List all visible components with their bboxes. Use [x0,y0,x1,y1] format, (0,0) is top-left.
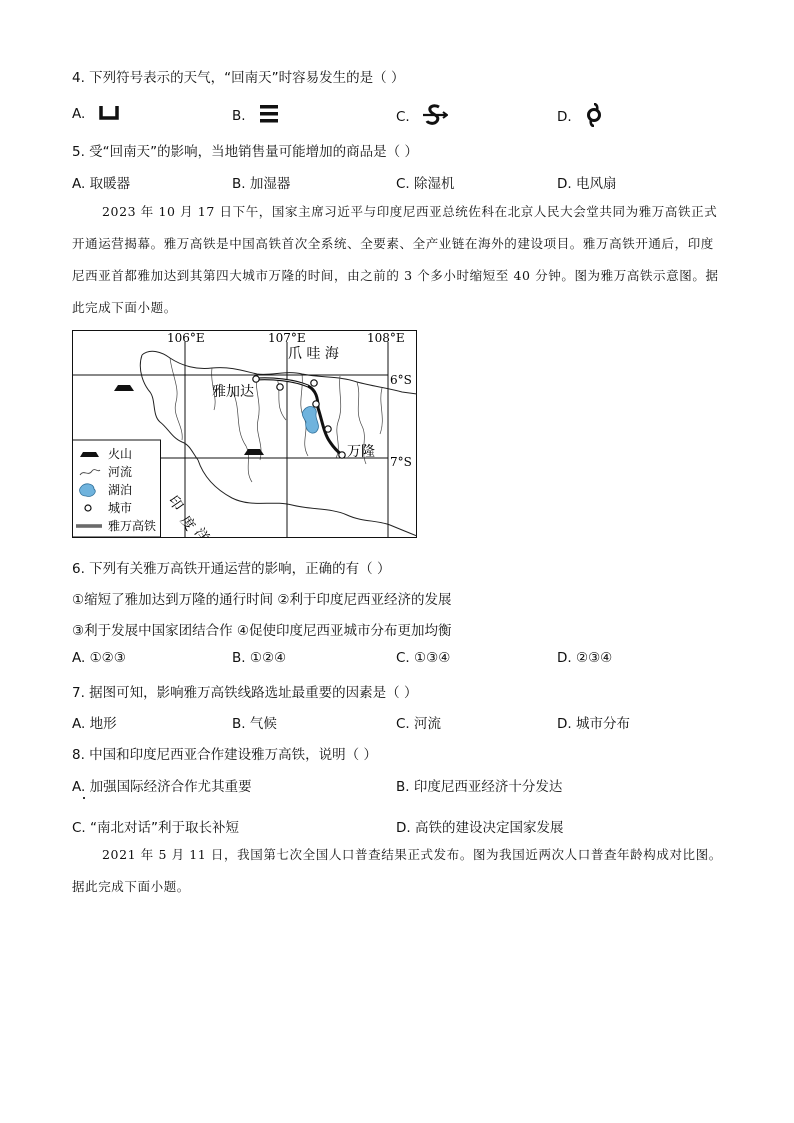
q6-option-a[interactable]: A. ①②③ [72,650,126,666]
city-dot [311,380,317,386]
q4-option-c[interactable] [396,103,448,131]
q5-option-b[interactable]: B. 加湿器 [232,176,291,192]
passage-census: 2021 年 5 月 11 日，我国第七次全国人口普查结果正式发布。图为我国近两次人口普查年龄构成对比图。据此完成下面小题。 [72,847,722,894]
q8-option-a[interactable]: A. 加强国际经济合作尤其重要 [72,779,252,795]
option-b-label: B. [232,108,246,124]
lon-label-106: 106°E [167,331,205,345]
option-d-label: D. [557,109,572,125]
fog-symbol-icon [98,103,120,125]
lat-label-7s: 7°S [390,455,412,469]
svg-text:度: 度 [176,513,198,534]
q6-option-b[interactable]: B. ①②④ [232,650,287,666]
q5-option-d[interactable]: D. 电风扇 [557,176,617,192]
q7-option-b[interactable]: B. 气候 [232,716,277,732]
option-a-label: A. [72,106,86,122]
java-sea-label: 爪 哇 海 [288,346,339,362]
q6-option-d[interactable]: D. ②③④ [557,650,613,666]
stray-dot [83,797,85,799]
q5-option-c[interactable]: C. 除湿机 [396,176,455,192]
city-label-bandung: 万隆 [347,444,375,460]
lon-label-108: 108°E [367,331,405,345]
city-dot [325,426,331,432]
q4-option-d[interactable] [557,103,604,131]
city-label-jakarta: 雅加达 [212,384,254,400]
option-c-label: C. [396,109,410,125]
q6-statements-2: ③利于发展中国家团结合作 ④促使印度尼西亚城市分布更加均衡 [72,623,452,639]
svg-text:印: 印 [164,493,186,514]
q7-option-c[interactable]: C. 河流 [396,716,442,732]
sandstorm-symbol-icon [422,103,448,131]
question-7-stem: 7. 据图可知，影响雅万高铁线路选址最重要的因素是（ ） [72,685,418,701]
city-dot [277,384,283,390]
lon-label-107: 107°E [268,331,306,345]
city-jakarta-dot [253,376,259,382]
q8-option-c[interactable]: C. “南北对话”利于取长补短 [72,820,239,836]
legend-city: 城市 [108,501,133,515]
q4-option-b[interactable] [232,103,280,129]
question-5-stem: 5. 受“回南天”的影响，当地销售量可能增加的商品是（ ） [72,144,418,160]
typhoon-symbol-icon [584,103,604,131]
haze-symbol-icon [258,103,280,129]
q8-option-b[interactable]: B. 印度尼西亚经济十分发达 [396,779,563,795]
legend-lake: 湖泊 [108,483,133,497]
q6-option-c[interactable]: C. ①③④ [396,650,451,666]
passage-high-speed-rail: 2023 年 10 月 17 日下午，国家主席习近平与印度尼西亚总统佐科在北京人民大会堂共同为雅万高铁正式开通运营揭幕。雅万高铁是中国高铁首次全系统、全要素、全产业链在海外的建设项目。雅万高铁开通后，印度尼西亚首都雅加达到其第四大城市万隆的时间，由之前的 3 个多小时缩短至 40 分钟。图为雅万高铁示意图。据此完成下面小题。 [72,204,719,315]
legend-volcano: 火山 [108,447,133,461]
legend-river: 河流 [108,465,133,479]
svg-text:洋: 洋 [190,525,212,538]
question-8-stem: 8. 中国和印度尼西亚合作建设雅万高铁，说明（ ） [72,747,377,763]
legend-rail: 雅万高铁 [108,519,157,533]
question-6-stem: 6. 下列有关雅万高铁开通运营的影响，正确的有（ ） [72,561,391,577]
q5-option-a[interactable]: A. 取暖器 [72,176,131,192]
q8-option-d[interactable]: D. 高铁的建设决定国家发展 [396,820,564,836]
lat-label-6s: 6°S [390,373,412,387]
q7-option-d[interactable]: D. 城市分布 [557,716,630,732]
q6-statements-1: ①缩短了雅加达到万隆的通行时间 ②利于印度尼西亚经济的发展 [72,592,452,608]
jakarta-bandung-rail-map [72,330,417,538]
question-4-stem: 4. 下列符号表示的天气，“回南天”时容易发生的是（ ） [72,70,405,86]
q4-option-a[interactable] [72,103,120,125]
q7-option-a[interactable]: A. 地形 [72,716,117,732]
city-dot [313,401,319,407]
city-bandung-dot [339,452,345,458]
